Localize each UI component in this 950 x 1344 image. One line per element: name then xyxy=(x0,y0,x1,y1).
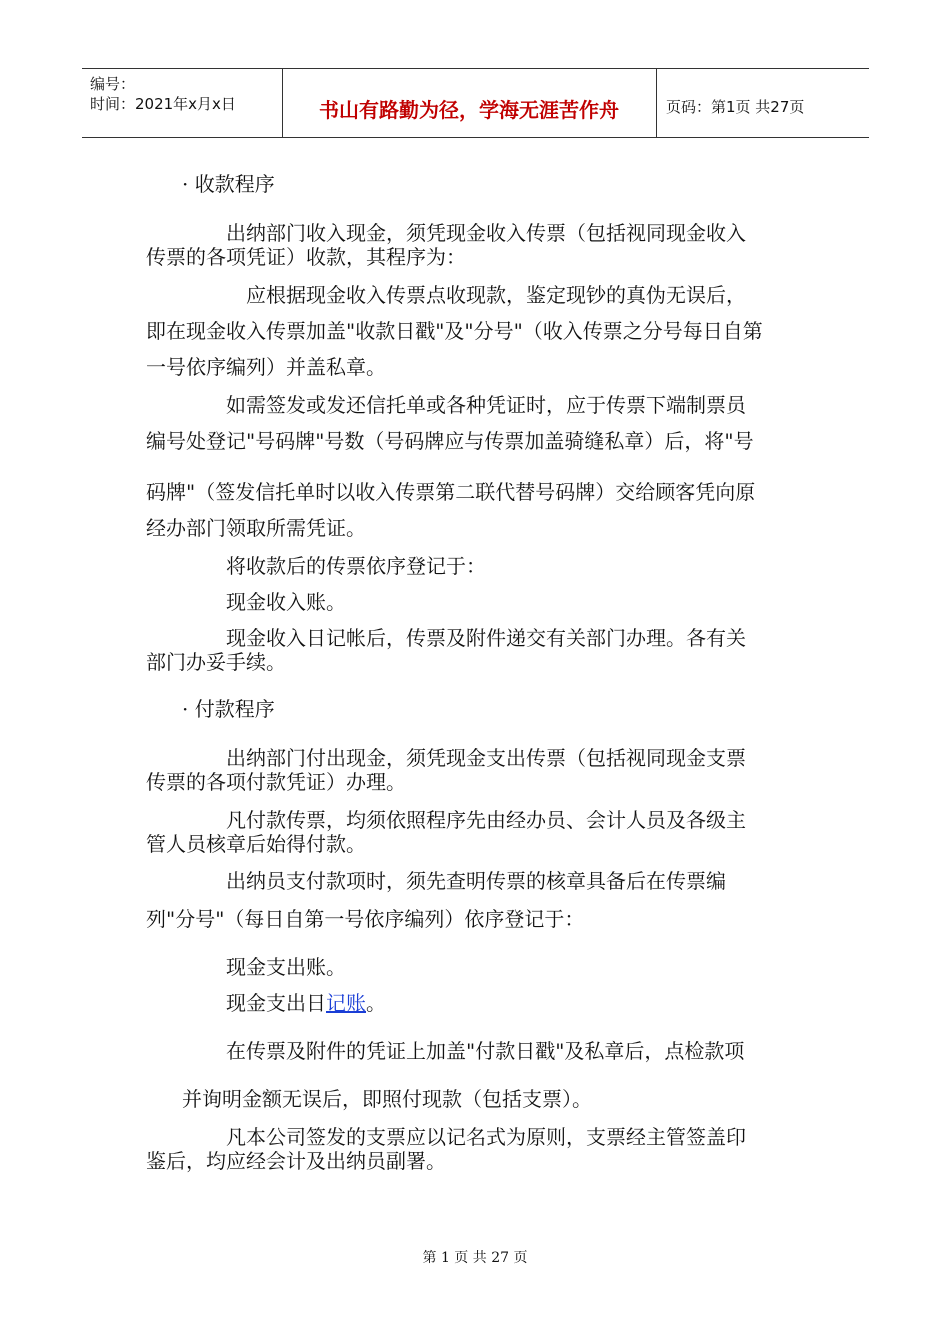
page-footer: 第 1 页 共 27 页 xyxy=(422,1250,528,1266)
motto: 书山有路勤为径，学海无涯苦作舟 xyxy=(319,98,619,122)
paragraph-line: 凡本公司签发的支票应以记名式为原则，支票经主管签盖印 xyxy=(226,1125,746,1149)
paragraph-line: 传票的各项凭证）收款，其程序为： xyxy=(146,245,466,269)
header-info-cell xyxy=(82,69,283,137)
paragraph-line: 如需签发或发还信托单或各种凭证时，应于传票下端制票员 xyxy=(226,393,746,417)
number-label: 编号： xyxy=(90,75,136,93)
paragraph-line: 凡付款传票，均须依照程序先由经办员、会计人员及各级主 xyxy=(226,808,746,832)
paragraph-line: 现金收入账。 xyxy=(226,590,346,614)
paragraph-line: 出纳部门收入现金，须凭现金收入传票（包括视同现金收入 xyxy=(226,221,746,245)
paragraph-line: 出纳员支付款项时，须先查明传票的核章具备后在传票编 xyxy=(226,869,726,893)
link-prefix: 现金支出日 xyxy=(226,991,326,1015)
header-motto-cell xyxy=(282,69,657,137)
paragraph-line: 管人员核章后始得付款。 xyxy=(146,832,366,856)
paragraph-line: 编号处登记"号码牌"号数（号码牌应与传票加盖骑缝私章）后，将"号 xyxy=(146,429,754,453)
paragraph-line: 经办部门领取所需凭证。 xyxy=(146,516,366,540)
paragraph-line: 在传票及附件的凭证上加盖"付款日戳"及私章后，点检款项 xyxy=(226,1039,745,1063)
paragraph-line: 出纳部门付出现金，须凭现金支出传票（包括视同现金支票 xyxy=(226,746,746,770)
page-number-label: 页码：第1页 共27页 xyxy=(666,98,805,116)
paragraph-line: 码牌"（签发信托单时以收入传票第二联代替号码牌）交给顾客凭向原 xyxy=(146,480,756,504)
header-page-cell xyxy=(656,69,869,137)
paragraph-line: 传票的各项付款凭证）办理。 xyxy=(146,770,406,794)
paragraph-line: 一号依序编列）并盖私章。 xyxy=(146,355,386,379)
page-header xyxy=(82,68,869,138)
date-label: 时间：2021年x月x日 xyxy=(90,95,236,113)
paragraph-line: 即在现金收入传票加盖"收款日戳"及"分号"（收入传票之分号每日自第 xyxy=(146,319,763,343)
paragraph-line: 现金收入日记帐后，传票及附件递交有关部门办理。各有关 xyxy=(226,626,746,650)
paragraph-line: 部门办妥手续。 xyxy=(146,650,286,674)
paragraph-line: 鉴后，均应经会计及出纳员副署。 xyxy=(146,1149,446,1173)
paragraph-line: 将收款后的传票依序登记于： xyxy=(226,554,486,578)
paragraph-line: 并询明金额无误后，即照付现款（包括支票）。 xyxy=(182,1087,592,1111)
paragraph-line: 应根据现金收入传票点收现款，鉴定现钞的真伪无误后， xyxy=(246,283,746,307)
bookkeeping-link[interactable]: 记账 xyxy=(326,991,366,1015)
section-heading-receipt: · 收款程序 xyxy=(182,172,275,196)
paragraph-line-with-link xyxy=(226,991,386,1015)
paragraph-line: 现金支出账。 xyxy=(226,955,346,979)
section-heading-payment: · 付款程序 xyxy=(182,697,275,721)
paragraph-line: 列"分号"（每日自第一号依序编列）依序登记于： xyxy=(146,907,585,931)
link-suffix: 。 xyxy=(366,991,386,1015)
